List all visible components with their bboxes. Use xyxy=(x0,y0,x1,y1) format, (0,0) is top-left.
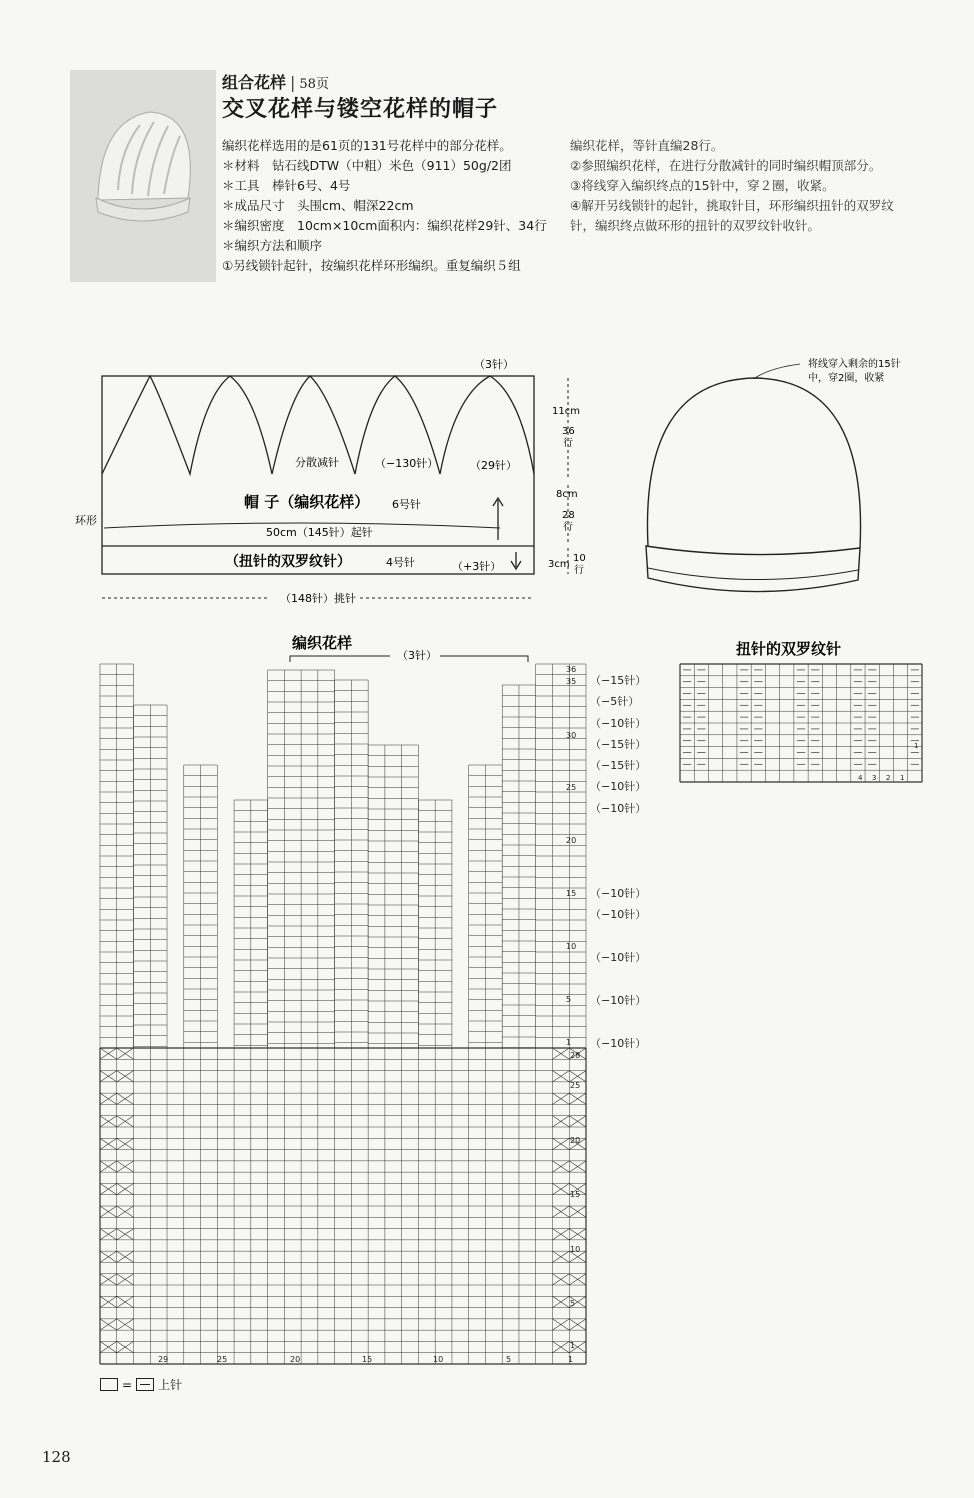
dim-rib-rows: 10 xyxy=(573,553,586,564)
decrease-label: 分散减针 xyxy=(295,456,339,469)
rib-col-number: 2 xyxy=(886,774,891,782)
instruction-line: ①另线锁针起针，按编织花样环形编织。重复编织５组 xyxy=(222,258,521,273)
dim-mid-rows: 28 xyxy=(562,510,575,521)
rib-chart-grid xyxy=(680,664,922,782)
decrease-note: （−15针） xyxy=(590,674,647,687)
blank-square-icon xyxy=(100,1378,118,1391)
rib-col-number: 3 xyxy=(872,774,877,782)
legend-equals: = xyxy=(122,1377,133,1392)
chart-legend xyxy=(100,1376,182,1393)
row-number: 28 xyxy=(570,1051,581,1060)
instructions-right xyxy=(570,136,915,236)
col-number: 10 xyxy=(433,1355,444,1364)
decrease-note: （−10针） xyxy=(590,780,647,793)
hat-note-1: 将线穿入剩余的15针 xyxy=(808,359,901,370)
rib-chart-title: 扭针的双罗纹针 xyxy=(736,640,842,658)
decrease-count: （−130针） xyxy=(375,457,439,470)
decrease-note: （−10针） xyxy=(590,1037,647,1050)
dim-mid-cm: 8cm xyxy=(556,489,578,500)
cast-on-label: 50cm（145针）起针 xyxy=(266,526,373,539)
instruction-line: ＊成品尺寸 头围cm、帽深22cm xyxy=(222,198,414,213)
instruction-line: ③将线穿入编织终点的15针中，穿２圈，收紧。 xyxy=(570,178,835,193)
row-number: 36 xyxy=(566,665,577,674)
chart-repeat-label: （3针） xyxy=(397,649,437,662)
col-number: 15 xyxy=(362,1355,373,1364)
page-title: 交叉花样与镂空花样的帽子 xyxy=(222,96,499,122)
dim-rib-rows-unit: 行 xyxy=(574,565,584,576)
category-label: 组合花样 xyxy=(222,73,287,92)
decrease-note: （−10针） xyxy=(590,994,647,1007)
decrease-note: （−5针） xyxy=(590,695,640,708)
col-number: 25 xyxy=(217,1355,228,1364)
row-number: 25 xyxy=(566,783,577,792)
dim-mid-rows-unit: 行 xyxy=(563,522,573,533)
category-heading: 组合花样 | 58页 xyxy=(222,73,329,92)
instruction-line: ②参照编织花样，在进行分散减针的同时编织帽顶部分。 xyxy=(570,158,882,173)
decrease-note: （−10针） xyxy=(590,908,647,921)
row-number: 25 xyxy=(570,1081,581,1090)
legend-text: 上针 xyxy=(158,1378,183,1392)
decrease-note: （−15针） xyxy=(590,738,647,751)
decrease-note: （−10针） xyxy=(590,802,647,815)
instruction-line: ＊编织密度 10cm×10cm面积内：编织花样29针、34行 xyxy=(222,218,547,233)
rib-row-number: 1 xyxy=(914,742,919,750)
instruction-line: 编织花样选用的是61页的131号花样中的部分花样。 xyxy=(222,138,512,153)
body-needle: 6号针 xyxy=(392,498,421,511)
rib-col-number: 4 xyxy=(858,774,863,782)
instructions-left xyxy=(222,136,562,276)
col-number: 29 xyxy=(158,1355,169,1364)
decrease-note: （−10针） xyxy=(590,887,647,900)
rib-increase: （+3针） xyxy=(452,560,502,573)
instruction-line: ④解开另线锁针的起针，挑取针目，环形编织扭针的双罗纹针，编织终点做环形的扭针的双罗纹针收针。 xyxy=(570,198,894,233)
decrease-note: （−10针） xyxy=(590,717,647,730)
pick-up-label: （148针）挑针 xyxy=(280,592,356,605)
hat-drawing xyxy=(646,364,861,592)
round-label: 环形 xyxy=(75,514,97,527)
decrease-note: （−15针） xyxy=(590,759,647,772)
decrease-note: （−10针） xyxy=(590,951,647,964)
row-number: 15 xyxy=(570,1190,581,1199)
row-number: 35 xyxy=(566,677,577,686)
row-number: 15 xyxy=(566,889,577,898)
purl-symbol-icon xyxy=(136,1378,154,1391)
chart-title: 编织花样 xyxy=(292,634,353,652)
dim-top-rows-unit: 行 xyxy=(563,438,573,449)
row-number: 20 xyxy=(566,836,577,845)
rib-needle: 4号针 xyxy=(386,556,415,569)
page-ref: 58页 xyxy=(299,77,329,92)
rib-label: （扭针的双罗纹针） xyxy=(225,554,351,570)
col-number: 20 xyxy=(290,1355,301,1364)
col-number: 1 xyxy=(568,1355,574,1364)
rib-col-number: 1 xyxy=(900,774,905,782)
schematic-outline xyxy=(102,376,534,574)
stitch-chart xyxy=(0,628,974,1373)
col-number: 5 xyxy=(506,1355,512,1364)
row-number: 10 xyxy=(566,942,577,951)
row-number: 1 xyxy=(570,1341,576,1350)
rows-label: （29针） xyxy=(470,459,517,472)
row-number: 20 xyxy=(570,1136,581,1145)
dim-top-rows: 36 xyxy=(562,426,575,437)
row-number: 5 xyxy=(566,995,572,1004)
instruction-line: 编织花样，等针直编28行。 xyxy=(570,138,724,153)
hat-schematic xyxy=(0,340,974,620)
row-number: 10 xyxy=(570,1245,581,1254)
body-label: 帽 子（编织花样） xyxy=(244,493,370,511)
dim-top-cm: 11cm xyxy=(552,406,580,417)
row-number: 30 xyxy=(566,731,577,740)
row-number: 5 xyxy=(570,1299,576,1308)
instruction-line: ＊编织方法和顺序 xyxy=(222,238,323,253)
hat-note-2: 中，穿2圈，收紧 xyxy=(808,373,885,384)
page-number: 128 xyxy=(42,1448,71,1466)
chart-grid xyxy=(100,664,586,1364)
top-stitch-label: （3针） xyxy=(474,358,514,371)
instruction-line: ＊材料 钻石线DTW（中粗）米色（911）50g/2团 xyxy=(222,158,512,173)
instruction-line: ＊工具 棒针6号、4号 xyxy=(222,178,351,193)
hat-photo xyxy=(70,70,216,282)
dim-rib-cm: 3cm xyxy=(548,559,570,570)
row-number: 1 xyxy=(566,1038,572,1047)
